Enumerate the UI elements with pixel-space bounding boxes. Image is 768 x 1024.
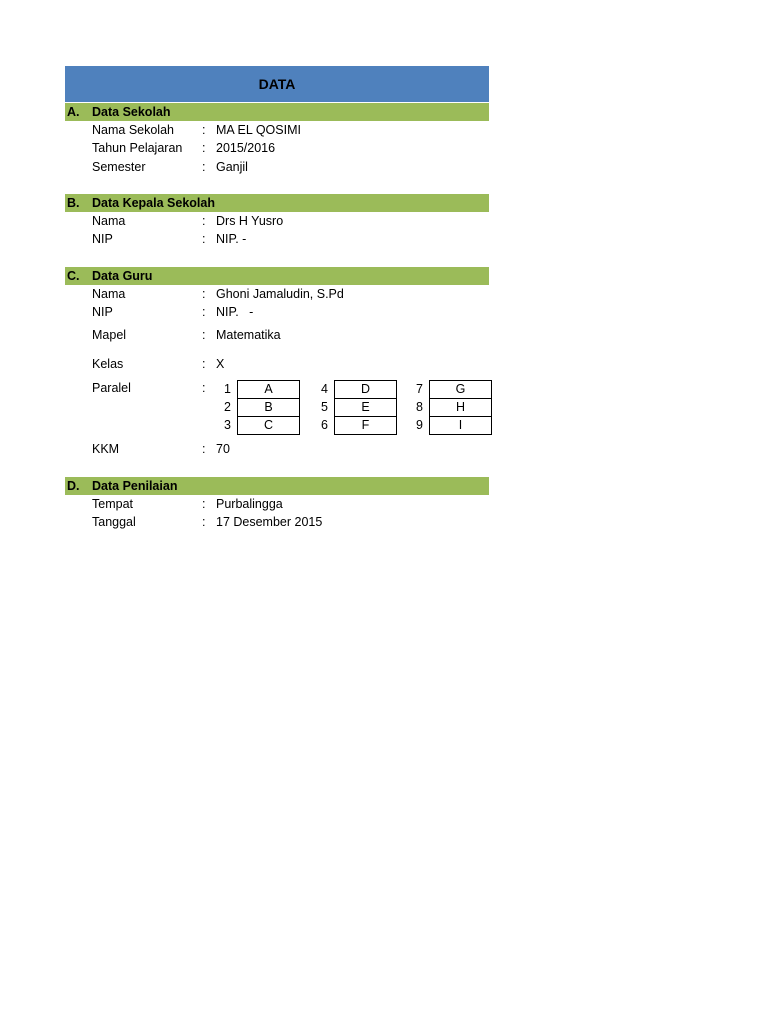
paralel-cell[interactable]: B xyxy=(237,398,300,417)
field-nama-sekolah xyxy=(65,121,489,139)
field-label: Tanggal xyxy=(92,515,136,529)
field-value[interactable]: Ghoni Jamaludin, S.Pd xyxy=(216,287,344,301)
title-bar xyxy=(65,66,489,102)
field-tempat xyxy=(65,495,489,513)
paralel-number: 7 xyxy=(416,382,423,396)
field-colon: : xyxy=(202,160,206,174)
field-colon: : xyxy=(202,287,206,301)
paralel-number: 9 xyxy=(416,418,423,432)
field-value[interactable]: Drs H Yusro xyxy=(216,214,284,228)
paralel-number: 2 xyxy=(224,400,231,414)
section-letter: D. xyxy=(67,479,80,493)
field-colon: : xyxy=(202,214,206,228)
section-a-header xyxy=(65,103,489,121)
field-label: Tempat xyxy=(92,497,133,511)
field-value[interactable]: NIP. - xyxy=(216,305,254,319)
paralel-cell[interactable]: E xyxy=(334,398,397,417)
field-colon: : xyxy=(202,442,206,456)
field-colon: : xyxy=(202,305,206,319)
field-label: Mapel xyxy=(92,328,127,342)
field-value[interactable]: Ganjil xyxy=(216,160,248,174)
paralel-number: 6 xyxy=(321,418,328,432)
field-kkm xyxy=(65,440,489,458)
paralel-cell[interactable]: A xyxy=(237,380,300,399)
field-colon: : xyxy=(202,497,206,511)
field-value[interactable]: 17 Desember 2015 xyxy=(216,515,323,529)
field-colon: : xyxy=(202,515,206,529)
paralel-cell[interactable]: D xyxy=(334,380,397,399)
field-label: Kelas xyxy=(92,357,124,371)
field-label: NIP xyxy=(92,232,113,246)
paralel-number: 8 xyxy=(416,400,423,414)
section-title: Data Sekolah xyxy=(92,105,171,119)
paralel-number: 1 xyxy=(224,382,231,396)
field-tanggal xyxy=(65,513,489,531)
field-colon: : xyxy=(202,232,206,246)
section-letter: B. xyxy=(67,196,80,210)
field-label: Semester xyxy=(92,160,146,174)
section-letter: A. xyxy=(67,105,80,119)
field-nama-kepala xyxy=(65,212,489,230)
section-title: Data Guru xyxy=(92,269,153,283)
section-d-header xyxy=(65,477,489,495)
field-semester xyxy=(65,158,489,176)
paralel-cell[interactable]: G xyxy=(429,380,492,399)
field-value[interactable]: Matematika xyxy=(216,328,281,342)
field-label: KKM xyxy=(92,442,120,456)
field-label: NIP xyxy=(92,305,113,319)
field-nip-guru xyxy=(65,303,489,321)
field-label: Nama xyxy=(92,287,126,301)
field-mapel xyxy=(65,326,489,344)
field-value[interactable]: MA EL QOSIMI xyxy=(216,123,301,137)
field-value[interactable]: 2015/2016 xyxy=(216,141,276,155)
field-nama-guru xyxy=(65,285,489,303)
paralel-number: 5 xyxy=(321,400,328,414)
paralel-cell[interactable]: F xyxy=(334,416,397,435)
field-value[interactable]: 70 xyxy=(216,442,230,456)
field-value[interactable]: NIP. - xyxy=(216,232,247,246)
field-colon: : xyxy=(202,123,206,137)
paralel-cell[interactable]: C xyxy=(237,416,300,435)
field-nip-kepala xyxy=(65,230,489,248)
field-label: Paralel xyxy=(92,381,131,395)
field-label: Tahun Pelajaran xyxy=(92,141,183,155)
paralel-cell[interactable]: I xyxy=(429,416,492,435)
field-kelas xyxy=(65,355,489,373)
field-label: Nama Sekolah xyxy=(92,123,174,137)
paralel-number: 4 xyxy=(321,382,328,396)
section-title: Data Kepala Sekolah xyxy=(92,196,215,210)
field-tahun-pelajaran xyxy=(65,139,489,157)
field-value[interactable]: X xyxy=(216,357,225,371)
field-colon: : xyxy=(202,328,206,342)
field-colon: : xyxy=(202,381,206,395)
section-b-header xyxy=(65,194,489,212)
paralel-cell[interactable]: H xyxy=(429,398,492,417)
field-colon: : xyxy=(202,141,206,155)
page-title: DATA xyxy=(258,76,296,92)
field-value[interactable]: Purbalingga xyxy=(216,497,283,511)
section-title: Data Penilaian xyxy=(92,479,178,493)
section-c-header xyxy=(65,267,489,285)
paralel-number: 3 xyxy=(224,418,231,432)
section-letter: C. xyxy=(67,269,80,283)
field-colon: : xyxy=(202,357,206,371)
data-sheet xyxy=(65,66,489,529)
field-label: Nama xyxy=(92,214,126,228)
